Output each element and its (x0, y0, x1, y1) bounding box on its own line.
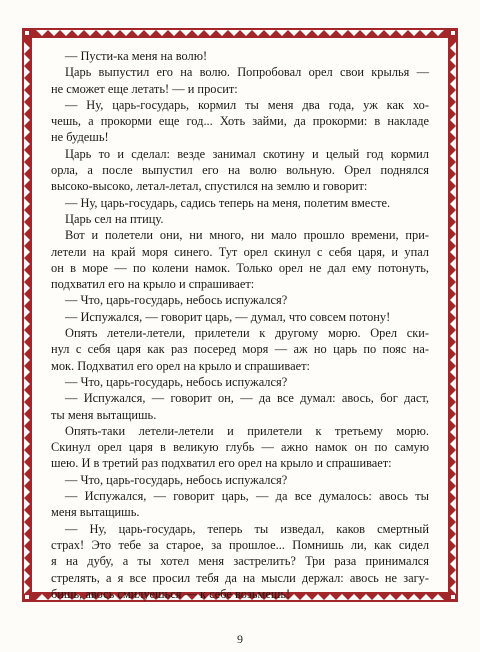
text-line: ты меня вытащишь. (51, 407, 157, 422)
text-line: — Ну, царь-государь, кормил ты меня два года, уж как хо- (65, 97, 429, 112)
text-line: орла, а после выпустил его на волю вольную. Орел поднялся (51, 163, 429, 178)
ornament-triangle (24, 438, 30, 450)
ornament-triangle (372, 30, 384, 36)
decorative-border-frame (22, 28, 458, 602)
ornament-triangle (24, 462, 30, 474)
text-line: нул с себя царя как раз посеред моря — аж но царь по пояс на- (51, 342, 429, 357)
ornament-triangle (24, 582, 30, 594)
ornament-triangle (24, 114, 30, 126)
text-line: он в море — по колени намок. Только орел не дал ему потонуть, (51, 260, 429, 275)
text-line: я на дубу, а ты хотел меня застрелить? Три раза принимался (51, 554, 429, 569)
text-line: Вот и полетели они, ни много, ни мало прошло времени, при- (65, 228, 429, 243)
ornament-triangle (24, 246, 30, 258)
ornament-triangle (84, 30, 96, 36)
ornament-triangle (450, 186, 456, 198)
ornament-triangle (192, 30, 204, 36)
ornament-triangle (24, 42, 30, 54)
ornament-triangle (450, 570, 456, 582)
ornament-triangle (450, 222, 456, 234)
ornament-triangle (24, 210, 30, 222)
ornament-triangle (24, 270, 30, 282)
ornament-triangle (24, 150, 30, 162)
ornament-triangle (384, 30, 396, 36)
ornament-triangle (450, 66, 456, 78)
ornament-triangle (450, 54, 456, 66)
ornament-triangle (450, 174, 456, 186)
ornament-triangle (24, 306, 30, 318)
text-line: шею. И в третий раз подхватил его орел на крыло и спрашивает: (51, 456, 392, 471)
ornament-triangle (450, 378, 456, 390)
ornament-triangle (144, 30, 156, 36)
page-number: 9 (237, 632, 243, 646)
ornament-corner (451, 31, 455, 35)
ornament-triangle (24, 66, 30, 78)
text-line: страх! Это тебе за старое, за прошлое... Помнишь ли, как сидел (51, 537, 429, 552)
ornament-triangle (450, 294, 456, 306)
ornament-triangle (24, 510, 30, 522)
ornament-triangle (24, 234, 30, 246)
text-line: — Что, царь-государь, небось испужался? (65, 293, 288, 308)
ornament-triangle (24, 318, 30, 330)
ornament-triangle (450, 498, 456, 510)
ornament-triangle (348, 30, 360, 36)
text-line: — Пусти-ка меня на волю! (65, 49, 208, 63)
ornament-triangle (24, 186, 30, 198)
text-line: подхватил его на крыло и спрашивает: (51, 277, 255, 292)
ornament-triangle (24, 354, 30, 366)
ornament-triangle (450, 114, 456, 126)
ornament-triangle (168, 30, 180, 36)
ornament-corner (25, 595, 29, 599)
text-line: не сможет еще летать! — и просит: (51, 81, 238, 96)
ornament-triangle (450, 282, 456, 294)
ornament-triangle (240, 30, 252, 36)
ornament-triangle (450, 522, 456, 534)
ornament-triangle (450, 474, 456, 486)
ornament-triangle (450, 486, 456, 498)
ornament-triangle (24, 570, 30, 582)
ornament-triangle (24, 426, 30, 438)
ornament-triangle (204, 30, 216, 36)
ornament-triangle (228, 30, 240, 36)
ornament-triangle (450, 534, 456, 546)
ornament-triangle (180, 30, 192, 36)
ornament-triangle (450, 150, 456, 162)
ornament-triangle (24, 282, 30, 294)
ornament-triangle (450, 438, 456, 450)
text-line: — Ну, царь-государь, теперь ты изведал, каков смертный (65, 521, 429, 536)
ornament-triangle (24, 258, 30, 270)
ornament-triangle (156, 30, 168, 36)
ornament-triangle (450, 510, 456, 522)
ornament-triangle (450, 102, 456, 114)
ornament-triangle (24, 534, 30, 546)
ornament-triangle (450, 354, 456, 366)
ornament-triangle (24, 330, 30, 342)
text-line: Скинул орел царя в великую глубь — ажно намок он по самую (51, 440, 429, 455)
ornament-triangle (216, 30, 228, 36)
ornament-triangle (24, 342, 30, 354)
text-line: бишь, авось смилуешься — к себе возьмешь! (51, 586, 291, 601)
text-line: мок. Подхватил его орел на крыло и спрашивает: (51, 358, 310, 373)
text-line: не будешь! (51, 130, 109, 145)
ornament-triangle (336, 30, 348, 36)
ornament-triangle (300, 30, 312, 36)
ornament-triangle (108, 30, 120, 36)
ornament-triangle (450, 234, 456, 246)
ornament-triangle (450, 390, 456, 402)
ornament-triangle (450, 42, 456, 54)
text-line: — Ну, царь-государь, садись теперь на меня, полетим вместе. (65, 195, 391, 210)
ornament-triangle (408, 30, 420, 36)
ornament-triangle (450, 318, 456, 330)
ornament-triangle (450, 306, 456, 318)
ornament-triangle (24, 390, 30, 402)
ornament-triangle (24, 222, 30, 234)
ornament-triangle (24, 450, 30, 462)
text-line: летели на край моря синего. Тут орел скинул с себя царя, и упал (51, 244, 429, 259)
text-line: — Что, царь-государь, небось испужался? (65, 374, 288, 389)
ornament-triangle (450, 450, 456, 462)
text-line: — Испужался, — говорит царь, — думал, что совсем потону! (65, 309, 391, 324)
ornament-triangle (24, 378, 30, 390)
ornament-triangle (24, 198, 30, 210)
text-line: стрелять, а я все просил тебя да на мысли держал: авось не загу- (51, 570, 429, 585)
ornament-triangle (420, 30, 432, 36)
ornament-triangle (72, 30, 84, 36)
ornament-corner (25, 31, 29, 35)
ornament-triangle (24, 54, 30, 66)
ornament-triangle (450, 138, 456, 150)
ornament-triangle (24, 498, 30, 510)
ornament-triangle (450, 330, 456, 342)
text-line: чешь, а прокорми еще год... Хоть займи, да прокорми: в накладе (51, 114, 429, 129)
ornament-triangle (450, 126, 456, 138)
ornament-triangle (396, 30, 408, 36)
ornament-triangle (120, 30, 132, 36)
text-line: Царь сел на птицу. (65, 211, 164, 226)
ornament-triangle (324, 30, 336, 36)
ornament-triangle (450, 246, 456, 258)
ornament-triangle (24, 414, 30, 426)
ornament-triangle (24, 366, 30, 378)
ornament-triangle (450, 198, 456, 210)
ornament-triangle (24, 402, 30, 414)
ornament-triangle (48, 30, 60, 36)
ornament-triangle (24, 90, 30, 102)
ornament-triangle (288, 30, 300, 36)
ornament-triangle (24, 102, 30, 114)
ornament-triangle (450, 414, 456, 426)
ornament-triangle (450, 366, 456, 378)
ornament-triangle (450, 582, 456, 594)
ornament-triangle (264, 30, 276, 36)
ornament-triangle (36, 30, 48, 36)
text-line: Опять летели-летели, прилетели к другому морю. Орел ски- (65, 326, 429, 341)
ornament-triangle (450, 342, 456, 354)
ornament-triangle (360, 30, 372, 36)
ornament-triangle (24, 138, 30, 150)
ornament-triangle (432, 594, 444, 600)
ornament-triangle (24, 162, 30, 174)
text-line: Опять-таки летели-летели и прилетели к третьему морю. (65, 423, 429, 438)
ornament-triangle (60, 30, 72, 36)
ornament-triangle (24, 474, 30, 486)
ornament-triangle (450, 402, 456, 414)
ornament-triangle (96, 30, 108, 36)
ornament-triangle (132, 30, 144, 36)
ornament-triangle (450, 462, 456, 474)
page-text-panel (32, 38, 448, 601)
ornament-triangle (24, 294, 30, 306)
text-line: Царь выпустил его на волю. Попробовал орел свои крылья — (65, 65, 429, 80)
ornament-triangle (24, 558, 30, 570)
ornament-triangle (36, 594, 48, 600)
ornament-triangle (450, 270, 456, 282)
text-line: высоко-высоко, летал-летал, спустился на землю и говорит: (51, 179, 368, 194)
ornament-triangle (312, 30, 324, 36)
ornament-corner (451, 595, 455, 599)
text-line: Царь то и сделал: везде занимал скотину и целый год кормил (65, 146, 429, 161)
story-text (51, 48, 429, 602)
ornament-triangle (252, 30, 264, 36)
text-line: — Что, царь-государь, небось испужался? (65, 472, 288, 487)
ornament-triangle (276, 30, 288, 36)
text-line: — Испужался, — говорит царь, — да все думалось: авось ты (65, 489, 429, 504)
ornament-triangle (450, 546, 456, 558)
ornament-triangle (450, 558, 456, 570)
ornament-triangle (450, 258, 456, 270)
ornament-triangle (24, 486, 30, 498)
ornament-triangle (450, 90, 456, 102)
ornament-triangle (450, 426, 456, 438)
ornament-triangle (450, 78, 456, 90)
ornament-triangle (24, 126, 30, 138)
ornament-triangle (24, 522, 30, 534)
ornament-triangle (450, 162, 456, 174)
ornament-triangle (450, 210, 456, 222)
ornament-triangle (24, 78, 30, 90)
text-line: — Испужался, — говорит он, — да все думал: авось, бог даст, (65, 391, 429, 406)
text-line: меня вытащишь. (51, 505, 140, 520)
ornament-triangle (432, 30, 444, 36)
ornament-triangle (24, 174, 30, 186)
ornament-triangle (24, 546, 30, 558)
